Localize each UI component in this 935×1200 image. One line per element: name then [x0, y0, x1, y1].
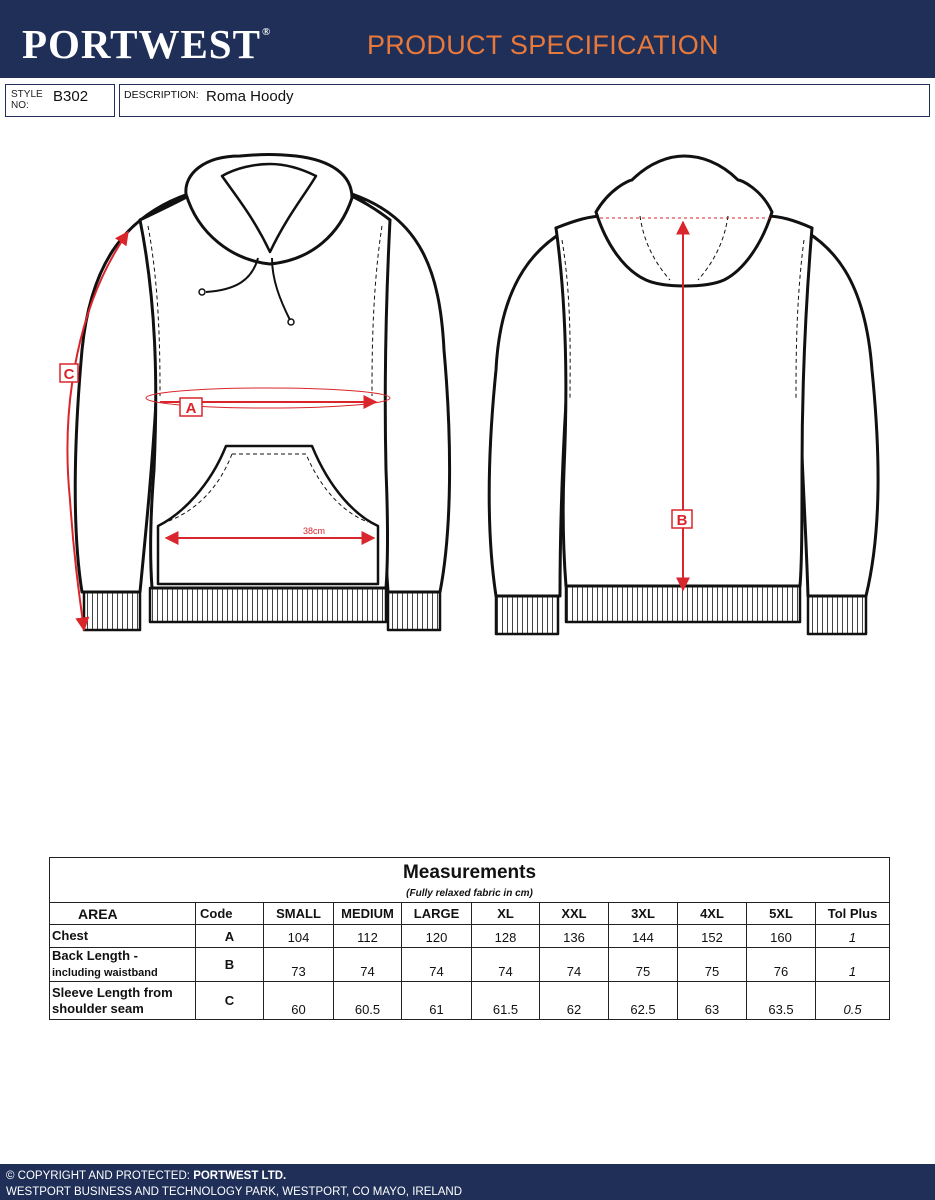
header-area: AREA: [50, 903, 196, 925]
description-box: [119, 84, 930, 117]
label-b: B: [676, 512, 688, 529]
header-size: SMALL: [264, 903, 334, 925]
tolerance-value: 0.5: [816, 982, 890, 1020]
document-title: PRODUCT SPECIFICATION: [367, 30, 719, 60]
pocket-width-label: 38cm: [302, 526, 326, 536]
header-size: XL: [472, 903, 540, 925]
measure-value: 136: [540, 925, 609, 948]
header-size: 3XL: [609, 903, 678, 925]
table-header-row: [50, 903, 890, 925]
measure-value: 120: [402, 925, 472, 948]
measure-value: 112: [334, 925, 402, 948]
header-size: XXL: [540, 903, 609, 925]
measure-value: 152: [678, 925, 747, 948]
area-name-sub: including waistband: [52, 967, 158, 979]
table-row: [50, 982, 890, 1020]
registered-mark: ®: [261, 26, 272, 38]
measure-value: 62.5: [609, 982, 678, 1020]
style-number: B302: [53, 88, 89, 105]
header-size: 4XL: [678, 903, 747, 925]
company-name: PORTWEST LTD.: [193, 1170, 287, 1182]
header-bar: [0, 0, 935, 78]
garment-drawings: [0, 140, 935, 650]
measure-value: 61.5: [472, 982, 540, 1020]
tolerance-value: 1: [816, 948, 890, 982]
header-size: 5XL: [747, 903, 816, 925]
label-a: A: [185, 400, 197, 417]
brand-name: PORTWEST: [22, 21, 261, 67]
tolerance-value: 1: [816, 925, 890, 948]
copyright-prefix: © COPYRIGHT AND PROTECTED:: [6, 1170, 194, 1182]
copyright-line: [6, 1168, 935, 1184]
table-row: [50, 948, 890, 982]
area-code: C: [196, 982, 264, 1020]
table-row: [50, 925, 890, 948]
style-box: [5, 84, 115, 117]
area-name: Sleeve Length from: [52, 984, 173, 1000]
footer-bar: [0, 1164, 935, 1200]
header-tol: Tol Plus: [816, 903, 890, 925]
measurements-table: [49, 857, 890, 1020]
label-c: C: [63, 366, 75, 383]
header-size: MEDIUM: [334, 903, 402, 925]
measure-value: 63.5: [747, 982, 816, 1020]
area-name-cell: [50, 982, 196, 1020]
description-label: DESCRIPTION:: [124, 89, 199, 101]
area-code: A: [196, 925, 264, 948]
header-size: LARGE: [402, 903, 472, 925]
front-view: [75, 155, 449, 631]
measure-value: 74: [472, 948, 540, 982]
measure-value: 60.5: [334, 982, 402, 1020]
measure-value: 74: [540, 948, 609, 982]
measure-value: 61: [402, 982, 472, 1020]
table-title: Measurements: [402, 862, 537, 883]
area-name-sub: shoulder seam: [52, 1000, 144, 1016]
area-name-cell: [50, 948, 196, 982]
header-code: Code: [196, 903, 264, 925]
description-value: Roma Hoody: [206, 88, 294, 105]
measure-value: 74: [334, 948, 402, 982]
area-name: Chest: [50, 925, 196, 948]
measure-value: 75: [609, 948, 678, 982]
brand-logo: [22, 20, 271, 68]
table-title-cell: [50, 858, 890, 903]
measure-value: 74: [402, 948, 472, 982]
measure-value: 73: [264, 948, 334, 982]
measure-value: 62: [540, 982, 609, 1020]
area-code: B: [196, 948, 264, 982]
measure-value: 128: [472, 925, 540, 948]
measure-value: 63: [678, 982, 747, 1020]
company-address: WESTPORT BUSINESS AND TECHNOLOGY PARK, WESTPORT, CO MAYO, IRELAND: [6, 1186, 463, 1198]
measure-value: 144: [609, 925, 678, 948]
table-subtitle: (Fully relaxed fabric in cm): [406, 888, 533, 899]
style-label: STYLE NO:: [11, 89, 43, 111]
measure-value: 75: [678, 948, 747, 982]
measure-value: 76: [747, 948, 816, 982]
measure-value: 160: [747, 925, 816, 948]
measure-value: 104: [264, 925, 334, 948]
area-name: Back Length -: [52, 948, 138, 963]
measure-value: 60: [264, 982, 334, 1020]
